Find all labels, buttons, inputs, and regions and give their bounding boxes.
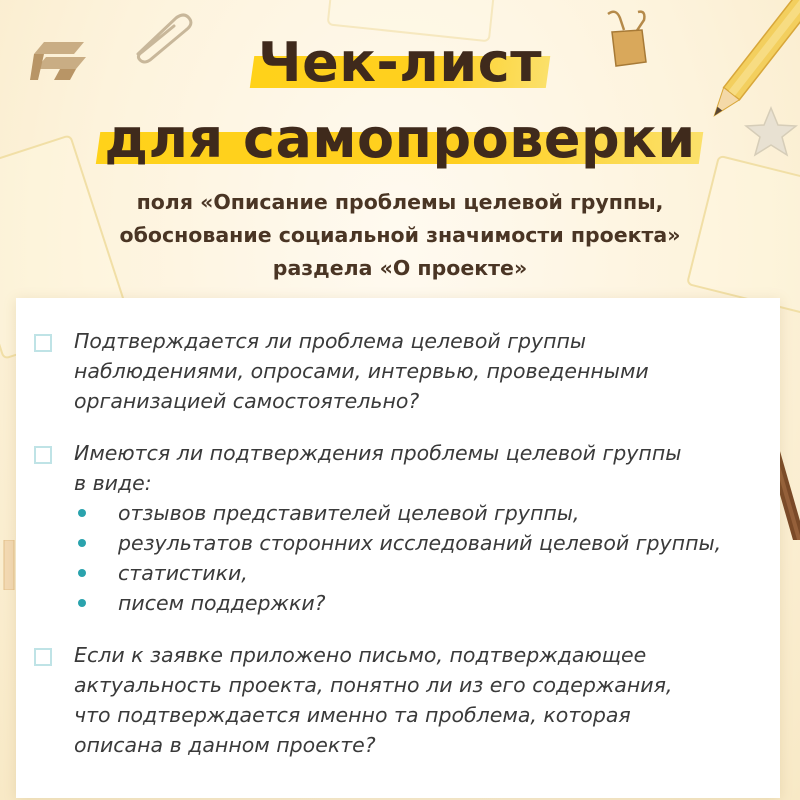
checkbox-icon[interactable] (34, 446, 52, 464)
checklist-line: Подтверждается ли проблема целевой группы (74, 329, 587, 353)
checklist-line: что подтверждается именно та проблема, которая (74, 703, 631, 727)
bullet-item (74, 558, 770, 588)
bullet-icon (78, 599, 86, 607)
checklist-line: описана в данном проекте? (74, 733, 376, 757)
checklist-line: в виде: (74, 471, 152, 495)
bullet-item (74, 498, 770, 528)
bullet-list (74, 498, 770, 618)
checklist-line: организацией самостоятельно? (74, 389, 420, 413)
bullet-text: отзывов представителей целевой группы, (118, 501, 580, 525)
title (0, 24, 800, 170)
bullet-text: результатов сторонних исследований целевой группы, (118, 531, 722, 555)
checkbox-icon[interactable] (34, 334, 52, 352)
bullet-icon (78, 509, 86, 517)
checklist-card (16, 298, 780, 798)
title-text-1: Чек-лист (257, 31, 543, 94)
subtitle-line-3: раздела «О проекте» (272, 255, 528, 280)
checklist-item-text (74, 438, 770, 618)
bullet-item (74, 588, 770, 618)
title-line-2 (104, 107, 696, 170)
bullet-text: статистики, (118, 561, 248, 585)
title-text-2: для самопроверки (104, 107, 696, 170)
subtitle (60, 186, 740, 284)
checklist-line: наблюдениями, опросами, интервью, проведенными (74, 359, 649, 383)
subtitle-line-2: обоснование социальной значимости проекта» (119, 222, 681, 247)
checklist-item-text (74, 326, 770, 416)
bullet-icon (78, 539, 86, 547)
bullet-icon (78, 569, 86, 577)
checklist-item-text (74, 640, 770, 760)
checklist-line: Если к заявке приложено письмо, подтверждающее (74, 643, 647, 667)
title-line-1 (257, 31, 543, 94)
checkbox-icon[interactable] (34, 648, 52, 666)
bullet-item (74, 528, 770, 558)
subtitle-line-1: поля «Описание проблемы целевой группы, (136, 190, 664, 214)
bullet-text: писем поддержки? (118, 591, 326, 615)
checklist-line: Имеются ли подтверждения проблемы целевой группы (74, 441, 682, 465)
checklist-line: актуальность проекта, понятно ли из его содержания, (74, 673, 673, 697)
